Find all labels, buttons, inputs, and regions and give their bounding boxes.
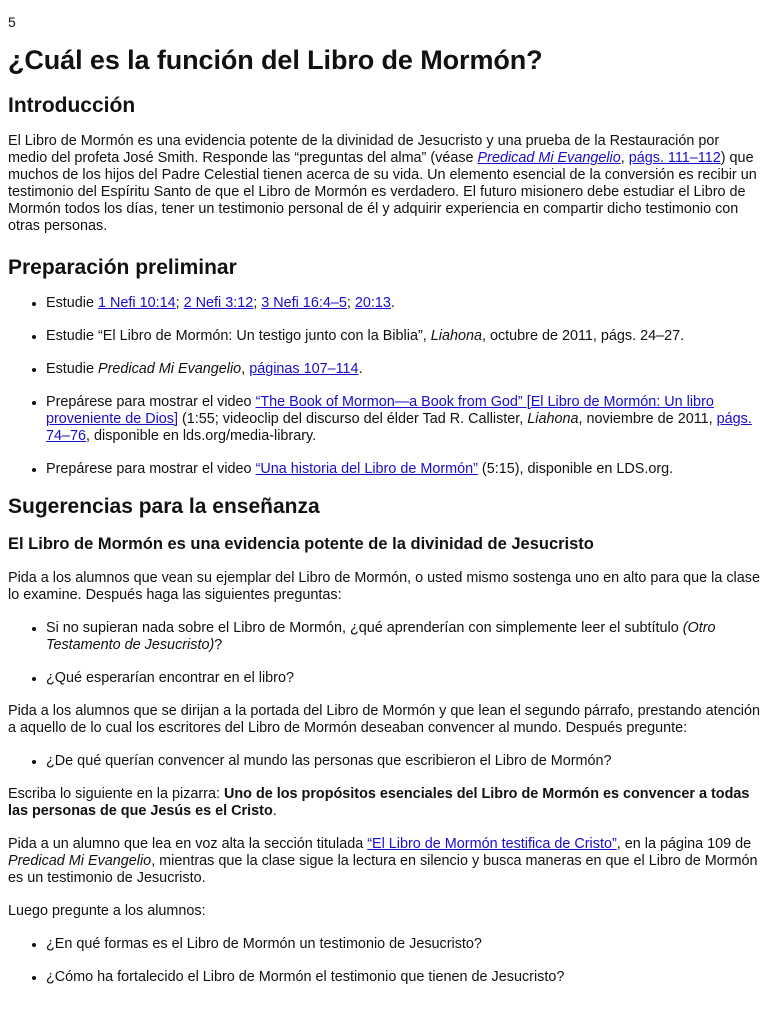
paragraph: Luego pregunte a los alumnos: — [8, 903, 206, 919]
intro-paragraph — [8, 133, 760, 235]
item-text: (1:55; videoclip del discurso del élder Tad R. Callister, — [178, 411, 528, 427]
item-italic: Predicad Mi Evangelio — [8, 853, 152, 869]
intro-text-c: ) que muchos de los hijos del Padre Celestial tienen acerca de su vida. Un elemento esencial de la conversión es recibir un testimonio del Espíritu Santo de que el Libro de Mormón es verdadero. El futuro misionero debe estudiar el Libro de Mormón todos los días, tener un testimonio personal de él y adquirir experiencia en compartir dicho testimonio con otras personas. — [8, 150, 757, 234]
item-text: , — [241, 361, 250, 377]
item-text: , disponible en lds.org/media-library. — [86, 428, 317, 444]
board-statement: Uno de los propósitos esenciales del Libro de Mormón es convencer a todas las personas de que Jesús es el Cristo — [8, 786, 750, 819]
video-book-from-god-link[interactable]: “The Book of Mormon—a Book from God” [El Libro de Mormón: Un libro proveniente de Dios] — [46, 394, 714, 427]
paragraph: Pida a los alumnos que vean su ejemplar del Libro de Mormón, o usted mismo sostenga uno en alto para que la clase lo examine. Después haga las siguientes preguntas: — [8, 570, 760, 603]
page-number: 5 — [8, 14, 16, 30]
scripture-link-3-nefi-20[interactable]: 20:13 — [354, 295, 391, 311]
item-text: Prepárese para mostrar el video — [46, 394, 256, 410]
item-text: (5:15), disponible en LDS.org. — [477, 461, 674, 477]
scripture-link-2-nefi[interactable]: 2 Nefi 3:12 — [183, 295, 254, 311]
question-list — [8, 936, 760, 986]
item-italic: Predicad Mi Evangelio — [98, 361, 242, 377]
item-text: Escriba lo siguiente en la pizarra: — [8, 786, 224, 802]
question-list — [8, 620, 760, 687]
item-text: , mientras que la clase sigue la lectura en silencio y busca maneras en que el Libro de Mormón es un testimonio de Jesucristo. — [8, 853, 758, 886]
list-item — [46, 394, 760, 445]
teaching-section — [8, 494, 760, 986]
item-text: Estudie “El Libro de Mormón: Un testigo junto con la Biblia”, — [46, 328, 431, 344]
list-item: • ¿Qué esperarían encontrar en el libro? — [46, 670, 760, 687]
item-italic: Liahona — [430, 328, 482, 344]
pages-74-76-link[interactable]: págs. 74–76 — [46, 411, 752, 444]
testifica-de-cristo-link[interactable]: “El Libro de Mormón testifica de Cristo” — [367, 836, 617, 852]
teaching-heading: Sugerencias para la enseñanza — [8, 495, 320, 518]
page-title: ¿Cuál es la función del Libro de Mormón? — [8, 45, 543, 75]
teaching-subheading: El Libro de Mormón es una evidencia potente de la divinidad de Jesucristo — [8, 535, 594, 553]
item-text: Pida a un alumno que lea en voz alta la sección titulada — [8, 836, 368, 852]
item-text: Prepárese para mostrar el video — [46, 461, 256, 477]
list-item — [46, 328, 760, 345]
predicad-mi-evangelio-link[interactable]: Predicad Mi Evangelio — [477, 150, 621, 166]
list-item — [46, 620, 760, 654]
list-item: • Estudie 1 Nefi 10:14; 2 Nefi 3:12; 3 Nefi 16:4–5; 20:13. — [46, 295, 760, 312]
scripture-link-1-nefi[interactable]: 1 Nefi 10:14 — [98, 295, 176, 311]
intro-text-b: , — [620, 150, 629, 166]
list-item: • ¿De qué querían convencer al mundo las personas que escribieron el Libro de Mormón? — [46, 753, 760, 770]
preparation-list — [8, 295, 760, 478]
item-text: , en la página 109 de — [616, 836, 752, 852]
intro-section — [8, 93, 760, 235]
intro-heading: Introducción — [8, 94, 136, 117]
item-text: Estudie — [46, 361, 98, 377]
list-item: • ¿Cómo ha fortalecido el Libro de Mormón el testimonio que tienen de Jesucristo? — [46, 969, 760, 986]
pages-111-112-link[interactable]: págs. 111–112 — [628, 150, 721, 166]
item-text: Si no supieran nada sobre el Libro de Mormón, ¿qué aprenderían con simplemente leer el subtítulo — [46, 620, 683, 636]
paragraph: Pida a los alumnos que se dirijan a la portada del Libro de Mormón y que lean el segundo párrafo, prestando atención a aquello de lo cual los escritores del Libro de Mormón deseaban convencer al mundo. Después pregunte: — [8, 703, 760, 736]
preparation-heading: Preparación preliminar — [8, 256, 237, 279]
paragraph — [8, 836, 760, 887]
item-italic: (Otro Testamento de Jesucristo) — [46, 620, 716, 653]
list-item: • ¿En qué formas es el Libro de Mormón un testimonio de Jesucristo? — [46, 936, 760, 953]
question-list — [8, 753, 760, 770]
item-italic: Liahona — [527, 411, 579, 427]
item-text: Estudie — [46, 295, 98, 311]
list-item — [46, 461, 760, 478]
item-text: , noviembre de 2011, — [578, 411, 717, 427]
scripture-link-3-nefi[interactable]: 3 Nefi 16:4–5 — [261, 295, 347, 311]
video-historia-link[interactable]: “Una historia del Libro de Mormón” — [255, 461, 478, 477]
pages-107-114-link[interactable]: páginas 107–114 — [249, 361, 359, 377]
item-text: ? — [214, 637, 223, 653]
paragraph — [8, 786, 760, 820]
item-text: , octubre de 2011, págs. 24–27. — [481, 328, 685, 344]
preparation-section — [8, 255, 760, 478]
item-text: . — [272, 803, 277, 819]
list-item: • Estudie Predicad Mi Evangelio, páginas 107–114. — [46, 361, 760, 378]
intro-text-a: El Libro de Mormón es una evidencia potente de la divinidad de Jesucristo y una prueba de la Restauración por medio del profeta José Smith. Responde las “preguntas del alma” (véase — [8, 133, 720, 166]
